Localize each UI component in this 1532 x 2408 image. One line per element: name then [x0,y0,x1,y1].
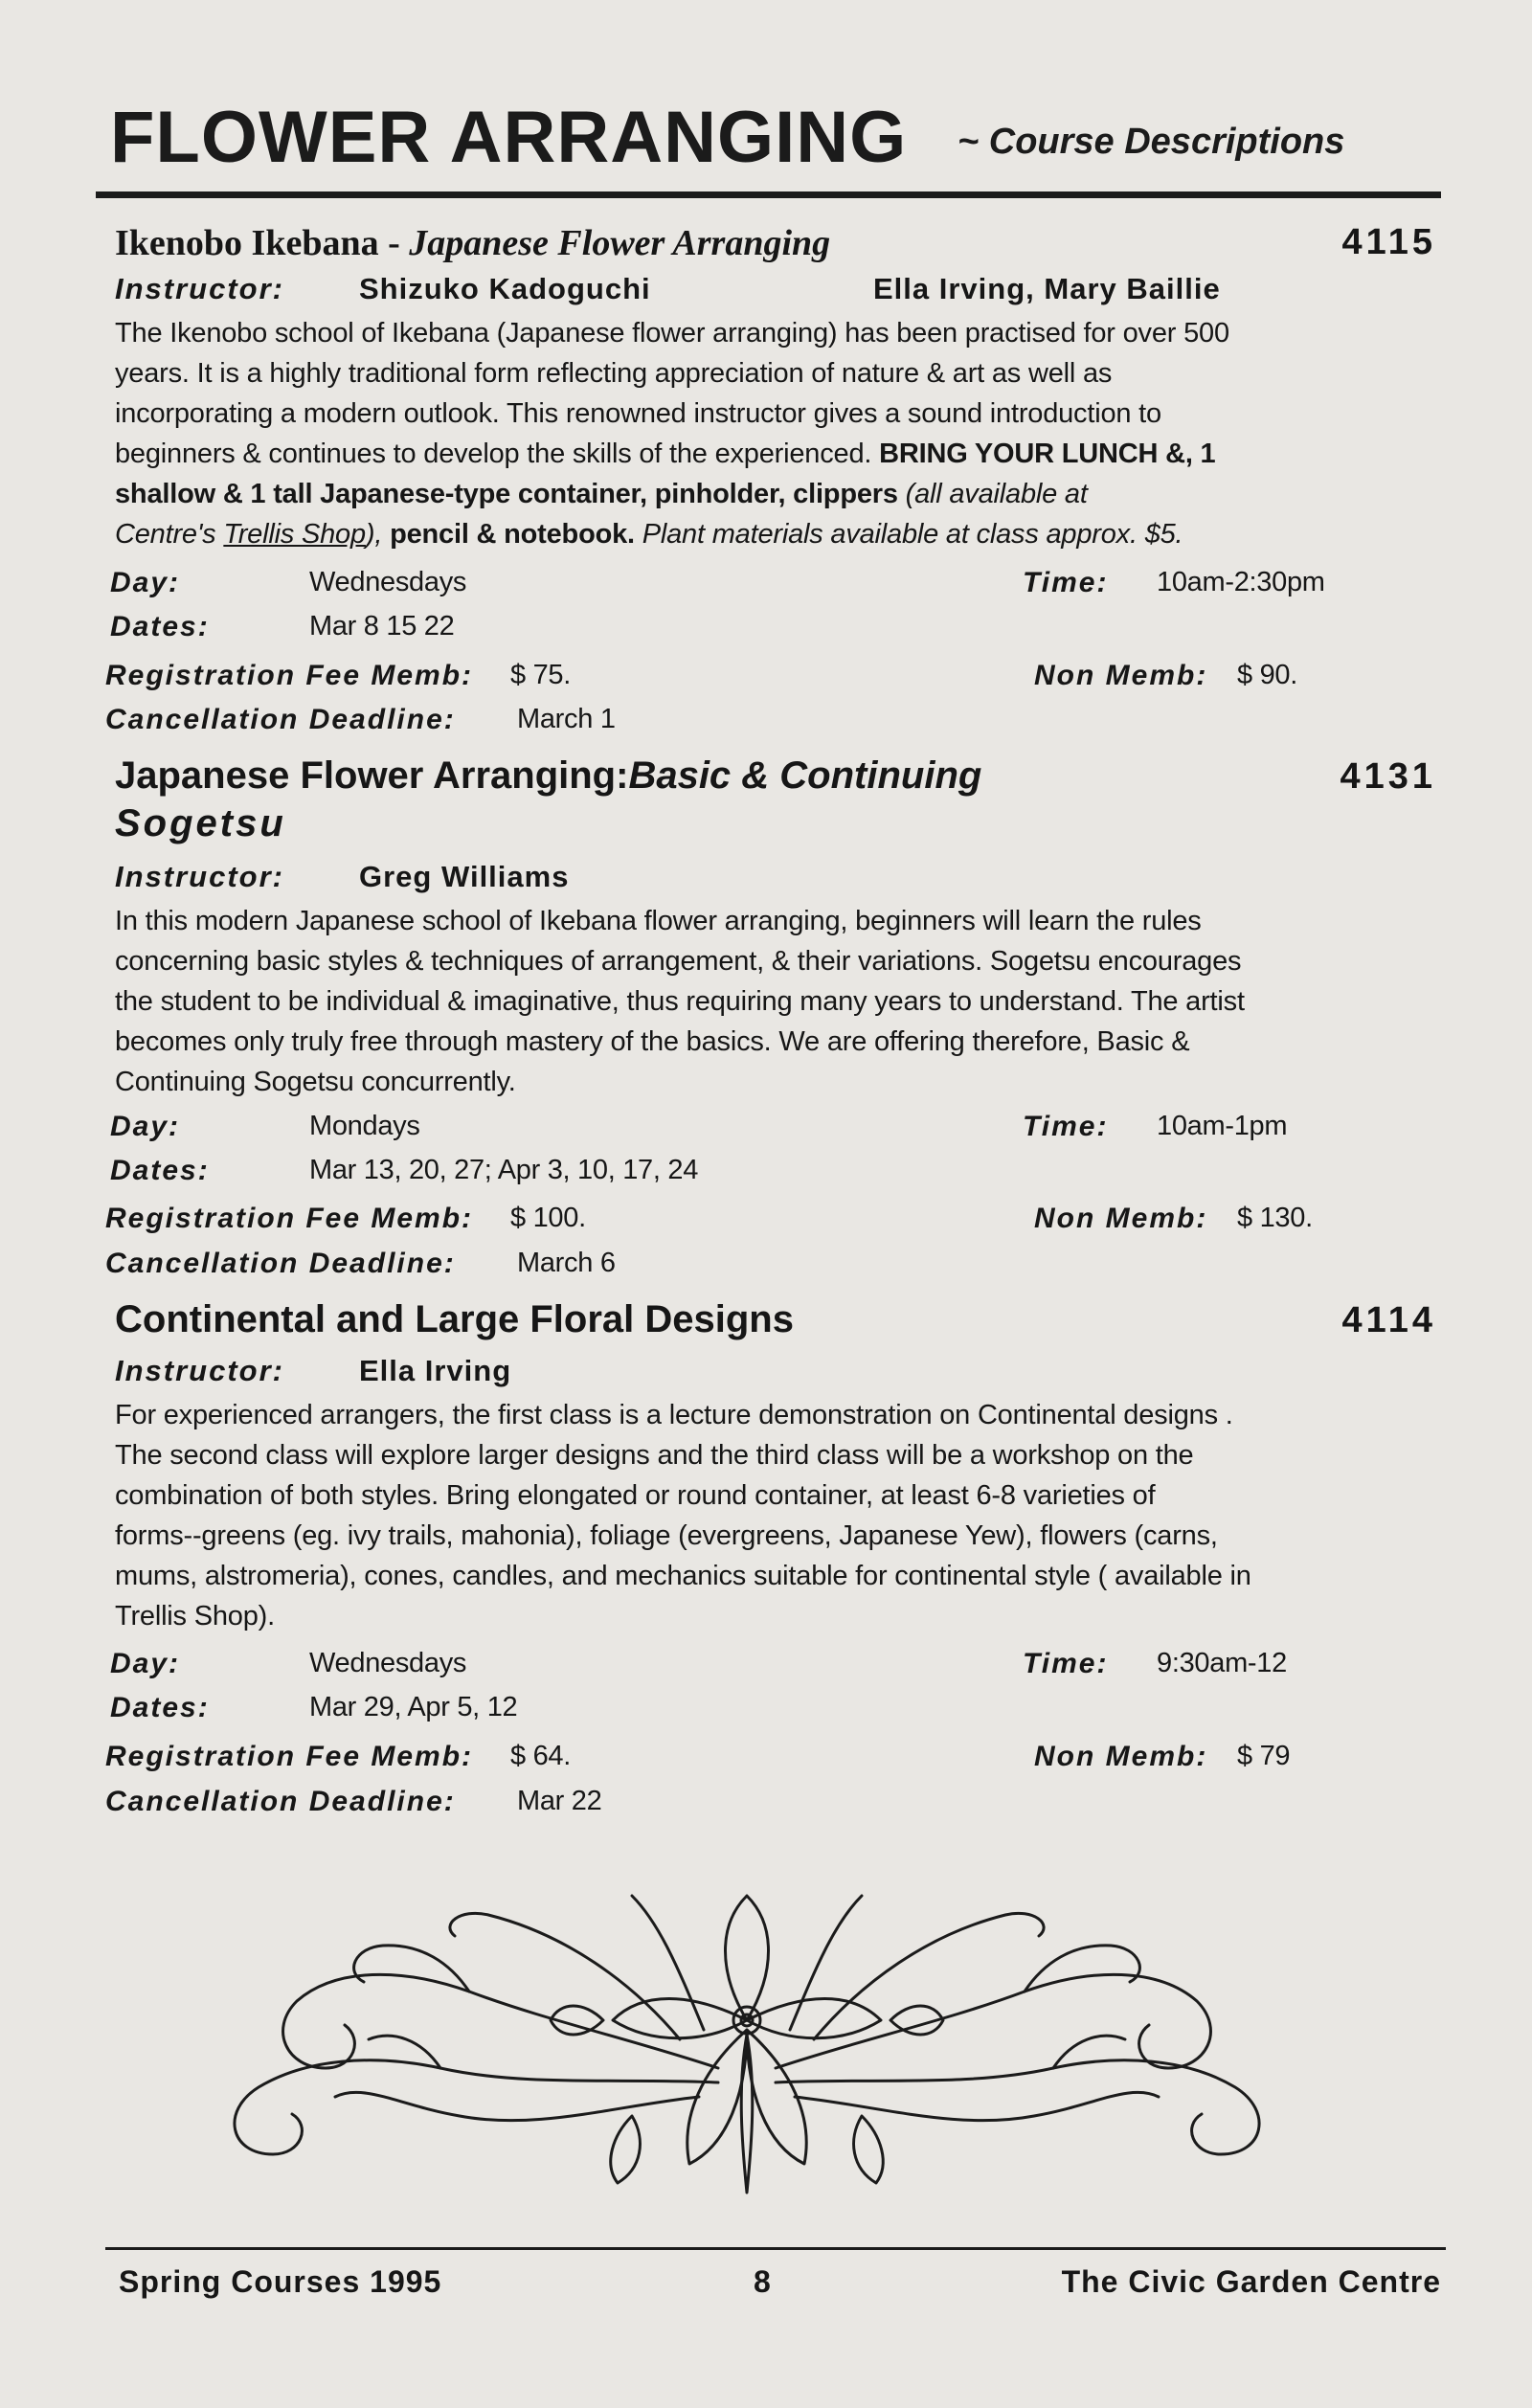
desc-line: Continuing Sogetsu concurrently. [115,1067,516,1097]
header-divider [96,191,1441,198]
time-value: 10am-1pm [1157,1111,1288,1141]
instructor-name: Greg Williams [359,860,570,893]
fee-label: Registration Fee Memb: [105,660,474,691]
desc-italic: ), [365,519,391,550]
page-number: 8 [754,2264,772,2299]
desc-bold: pencil & notebook. [390,519,635,550]
desc-italic: Centre's [115,519,224,550]
dates-value: Mar 13, 20, 27; Apr 3, 10, 17, 24 [309,1155,699,1185]
course-number: 4115 [1341,222,1436,262]
desc-line [115,474,1229,514]
day-label: Day: [110,1648,181,1679]
time-value: 9:30am-12 [1157,1648,1287,1678]
time-value: 10am-2:30pm [1157,567,1325,597]
course-title: Continental and Large Floral Designs [115,1298,794,1340]
non-memb-label: Non Memb: [1034,660,1208,691]
desc-line: becomes only truly free through mastery of the basics. We are offering therefore, Basic & [115,1026,1190,1057]
desc-line: concerning basic styles & techniques of arrangement, & their variations. Sogetsu encourages [115,946,1242,977]
desc-line: In this modern Japanese school of Ikebana flower arranging, beginners will learn the rules [115,906,1202,936]
non-memb-label: Non Memb: [1034,1741,1208,1772]
page-subtitle: ~ Course Descriptions [958,122,1345,162]
dates-value: Mar 29, Apr 5, 12 [309,1692,518,1722]
page-title: FLOWER ARRANGING [110,97,908,178]
desc-bold: BRING YOUR LUNCH &, 1 [879,439,1216,469]
day-value: Mondays [309,1111,420,1141]
fee-label: Registration Fee Memb: [105,1203,474,1234]
desc-line: The Ikenobo school of Ikebana (Japanese flower arranging) has been practised for over 500 [115,318,1229,349]
desc-line: For experienced arrangers, the first class is a lecture demonstration on Continental designs . [115,1400,1233,1430]
fee-value: $ 75. [510,660,571,690]
course-description [115,901,1245,1102]
instructor-label: Instructor: [115,1354,284,1387]
course-title-italic: Basic & Continuing [628,754,982,797]
floral-ornament-icon [182,1877,1312,2202]
cancellation-value: March 6 [517,1248,616,1278]
non-memb-value: $ 130. [1237,1203,1313,1233]
desc-line: The second class will explore larger designs and the third class will be a workshop on the [115,1440,1194,1471]
day-label: Day: [110,1111,181,1142]
time-label: Time: [1023,1111,1109,1142]
desc-line [115,514,1229,554]
course-description [115,1395,1251,1636]
course-title [115,754,981,798]
day-label: Day: [110,567,181,598]
cancellation-label: Cancellation Deadline: [105,704,456,735]
desc-line [115,434,1229,474]
footer-divider [105,2247,1446,2250]
trellis-shop-link: Trellis Shop [223,519,366,550]
desc-line: years. It is a highly traditional form reflecting appreciation of nature & art as well as [115,358,1113,389]
course-title-main: Japanese Flower Arranging: [115,754,629,797]
dates-value: Mar 8 15 22 [309,611,455,641]
desc-italic: (all available at [905,479,1088,509]
instructor-label: Instructor: [115,860,284,893]
fee-value: $ 64. [510,1741,571,1771]
desc-italic: Plant materials available at class approx. $5. [634,519,1183,550]
desc-text: beginners & continues to develop the skills of the experienced. [115,439,880,469]
day-value: Wednesdays [309,567,467,597]
instructor-name: Shizuko Kadoguchi [359,272,651,305]
instructor-name: Ella Irving [359,1354,512,1387]
fee-label: Registration Fee Memb: [105,1741,474,1772]
time-label: Time: [1023,1648,1109,1679]
desc-line: forms--greens (eg. ivy trails, mahonia), foliage (evergreens, Japanese Yew), flowers (carns, [115,1520,1218,1551]
fee-value: $ 100. [510,1203,586,1233]
course-title-main: Ikenobo Ikebana - [115,223,410,263]
dates-label: Dates: [110,611,210,642]
desc-line: incorporating a modern outlook. This renowned instructor gives a sound introduction to [115,398,1161,429]
footer-left: Spring Courses 1995 [119,2264,442,2299]
non-memb-value: $ 90. [1237,660,1297,690]
dates-label: Dates: [110,1692,210,1723]
footer-right: The Civic Garden Centre [1061,2264,1441,2299]
course-title-continued: Sogetsu [115,802,286,844]
course-description [115,313,1229,554]
desc-bold: shallow & 1 tall Japanese-type container, pinholder, clippers [115,479,906,509]
cancellation-value: March 1 [517,704,616,734]
desc-line: Trellis Shop). [115,1601,275,1632]
cancellation-label: Cancellation Deadline: [105,1248,456,1279]
non-memb-label: Non Memb: [1034,1203,1208,1234]
dates-label: Dates: [110,1155,210,1186]
cancellation-value: Mar 22 [517,1786,602,1816]
instructor-label: Instructor: [115,272,284,305]
course-number: 4131 [1340,756,1436,797]
cancellation-label: Cancellation Deadline: [105,1786,456,1817]
course-number: 4114 [1341,1300,1436,1340]
time-label: Time: [1023,567,1109,598]
non-memb-value: $ 79 [1237,1741,1291,1771]
desc-line: mums, alstromeria), cones, candles, and mechanics suitable for continental style ( available in [115,1561,1251,1591]
desc-line: combination of both styles. Bring elongated or round container, at least 6-8 varieties of [115,1480,1156,1511]
course-title-italic: Japanese Flower Arranging [409,223,831,263]
desc-line: the student to be individual & imaginative, thus requiring many years to understand. The artist [115,986,1245,1017]
instructor-name-extra: Ella Irving, Mary Baillie [873,272,1221,305]
course-title [115,222,830,264]
day-value: Wednesdays [309,1648,467,1678]
